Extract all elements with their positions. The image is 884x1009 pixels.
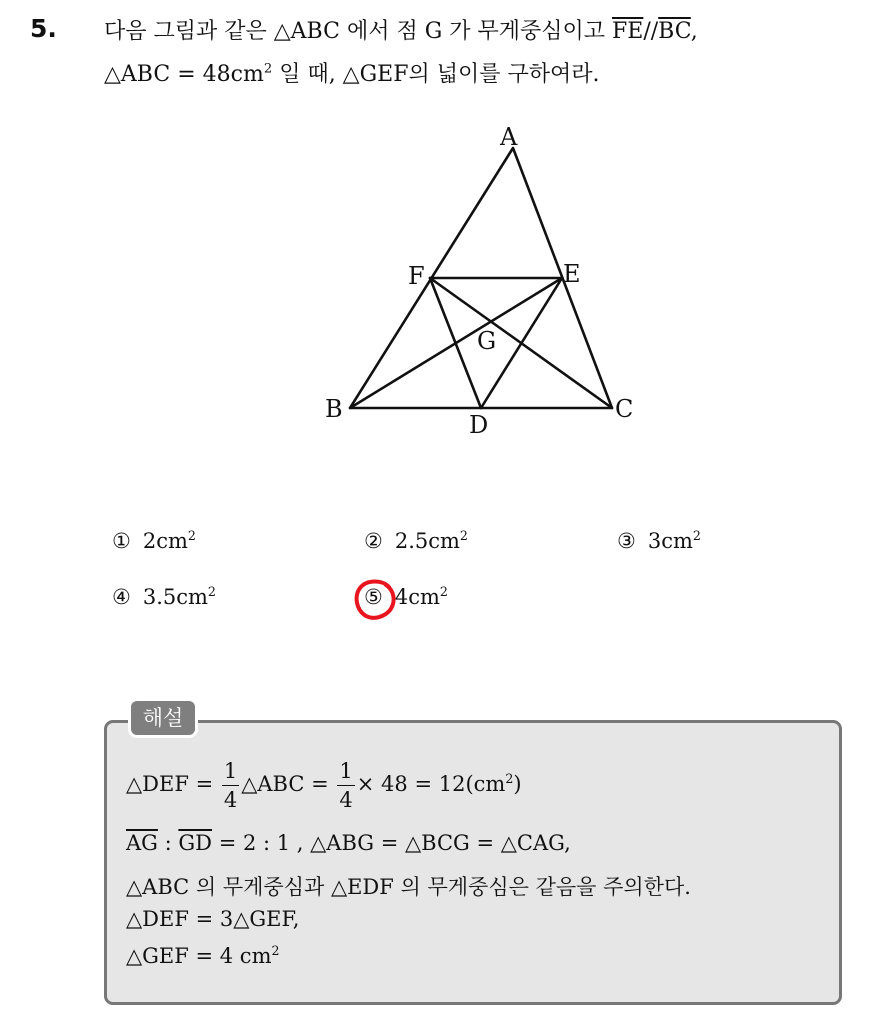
fraction-one-quarter — [222, 757, 239, 814]
fraction-denominator: 4 — [339, 788, 353, 812]
solution-text: × 48 = 12(cm — [356, 772, 506, 796]
question-text-part: 다음 그림과 같은 △ABC 에서 점 G 가 무게중심이고 — [104, 19, 613, 44]
fraction-numerator: 1 — [337, 757, 354, 786]
parallel-sign: // — [643, 19, 659, 44]
question-text-part: , — [690, 19, 698, 44]
fraction-denominator: 4 — [223, 788, 238, 812]
choice-1[interactable] — [112, 529, 196, 553]
solution-text: = 2 : 1 , △ABG = △BCG = △CAG, — [212, 831, 571, 855]
label-f: F — [408, 262, 425, 290]
label-g: G — [477, 327, 497, 355]
choice-3[interactable] — [617, 529, 701, 553]
solution-line-4: △DEF = 3△GEF, — [126, 907, 300, 931]
question-text-part: △ABC = 48cm — [104, 62, 264, 87]
label-c: C — [615, 395, 634, 423]
label-d: D — [469, 411, 489, 439]
solution-tag: 해설 — [128, 698, 198, 738]
solution-line-3: △ABC 의 무게중심과 △EDF 의 무게중심은 같음을 주의한다. — [126, 875, 691, 899]
solution-text: △ABC = — [241, 772, 329, 796]
choice-value: 3.5cm — [142, 585, 208, 609]
exponent: 2 — [187, 528, 196, 543]
solution-text: ) — [513, 772, 522, 796]
solution-line-1 — [126, 757, 522, 814]
solution-text: △GEF = 4 cm — [126, 944, 272, 968]
solution-line-2 — [126, 831, 571, 855]
fraction-one-quarter — [337, 757, 354, 814]
segment-fe: $\overline{FE}$ — [612, 19, 644, 44]
exponent: 2 — [505, 771, 514, 786]
choice-value: 3cm — [647, 529, 693, 553]
fraction-numerator: 1 — [222, 757, 239, 786]
solution-text: △DEF = — [126, 772, 214, 796]
choice-marker: ① — [112, 529, 131, 553]
question-text-part: 일 때, △GEF의 넓이를 구하여라. — [272, 62, 600, 87]
exponent: 2 — [271, 943, 280, 958]
label-b: B — [325, 395, 343, 423]
solution-line-5 — [126, 944, 280, 968]
exponent: 2 — [459, 528, 468, 543]
exponent: 2 — [207, 584, 216, 599]
segment-bc: $\overline{BC}$ — [658, 19, 691, 44]
label-a: A — [500, 123, 518, 151]
exponent: 2 — [692, 528, 701, 543]
choice-marker: ② — [364, 529, 383, 553]
label-e: E — [563, 260, 581, 288]
choice-2[interactable] — [364, 529, 468, 553]
choice-value: 2.5cm — [394, 529, 460, 553]
choice-value: 2cm — [142, 529, 188, 553]
exponent: 2 — [439, 584, 448, 599]
segment-gd: $\overline{GD}$ — [178, 831, 213, 855]
answer-circle-mark — [353, 577, 397, 621]
exponent: 2 — [263, 61, 273, 77]
choice-value: 4cm — [394, 585, 440, 609]
solution-text: : — [157, 831, 179, 855]
choice-marker: ③ — [617, 529, 636, 553]
choice-4[interactable] — [112, 585, 216, 609]
question-number: 5. — [30, 14, 57, 43]
segment-ag: $\overline{AG}$ — [126, 831, 158, 855]
choice-marker: ④ — [112, 585, 131, 609]
choice-marker: ⑤ — [364, 585, 383, 609]
